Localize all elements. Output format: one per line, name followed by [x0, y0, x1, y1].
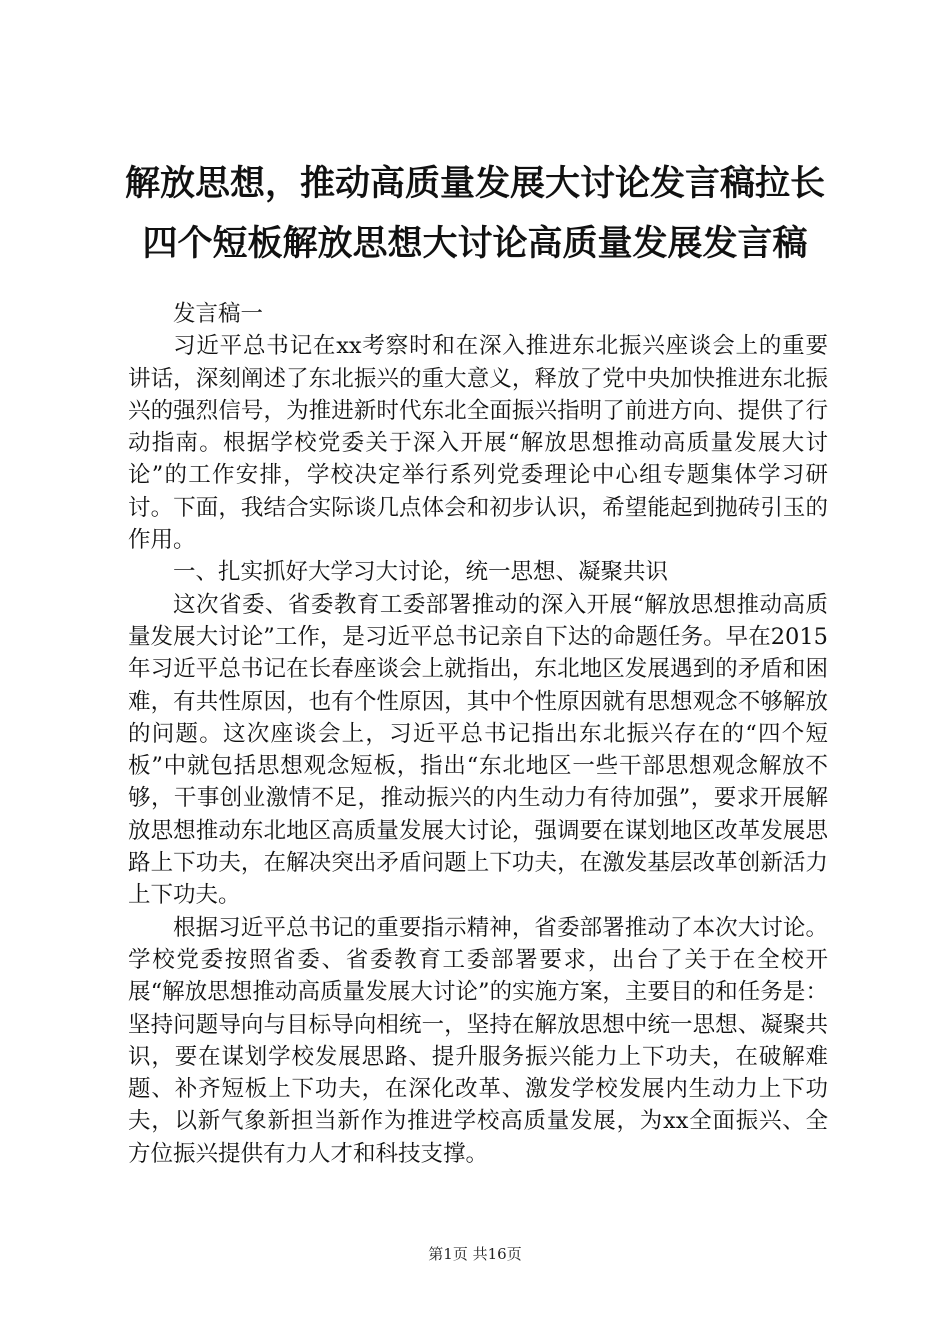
document-body [128, 298, 828, 1170]
body-paragraph: 根据习近平总书记的重要指示精神，省委部署推动了本次大讨论。学校党委按照省委、省委教育工委部署要求，出台了关于在全校开展“解放思想推动高质量发展大讨论”的实施方案，主要目的和任务是：坚持问题导向与目标导向相统一，坚持在解放思想中统一思想、凝聚共识，要在谋划学校发展思路、提升服务振兴能力上下功夫，在破解难题、补齐短板上下功夫，在深化改革、激发学校发展内生动力上下功夫，以新气象新担当新作为推进学校高质量发展，为xx全面振兴、全方位振兴提供有力人才和科技支撑。 [128, 914, 828, 1167]
body-paragraph: 这次省委、省委教育工委部署推动的深入开展“解放思想推动高质量发展大讨论”工作，是习近平总书记亲自下达的命题任务。早在2015年习近平总书记在长春座谈会上就指出，东北地区发展遇到的矛盾和困难，有共性原因，也有个性原因，其中个性原因就有思想观念不够解放的问题。这次座谈会上，习近平总书记指出东北振兴存在的“四个短板”中就包括思想观念短板，指出“东北地区一些干部思想观念解放不够，干事创业激情不足，推动振兴的内生动力有待加强”，要求开展解放思想推动东北地区高质量发展大讨论，强调要在谋划地区改革发展思路上下功夫，在解决突出矛盾问题上下功夫，在激发基层改革创新活力上下功夫。 [128, 591, 828, 909]
section-label: 发言稿一 [173, 301, 264, 327]
document-title-line-2: 四个短板解放思想大讨论高质量发展发言稿 [142, 224, 808, 264]
document-title-line-1: 解放思想，推动高质量发展大讨论发言稿拉长 [124, 164, 825, 204]
body-paragraph: 习近平总书记在xx考察时和在深入推进东北振兴座谈会上的重要讲话，深刻阐述了东北振兴的重大意义，释放了党中央加快推进东北振兴的强烈信号，为推进新时代东北全面振兴指明了前进方向、提供了行动指南。根据学校党委关于深入开展“解放思想推动高质量发展大讨论”的工作安排，学校决定举行系列党委理论中心组专题集体学习研讨。下面，我结合实际谈几点体会和初步认识，希望能起到抛砖引玉的作用。 [128, 333, 828, 554]
page-number-footer: 第1页 共16页 [428, 1245, 522, 1263]
section-heading: 一、扎实抓好大学习大讨论，统一思想、凝聚共识 [173, 559, 669, 586]
